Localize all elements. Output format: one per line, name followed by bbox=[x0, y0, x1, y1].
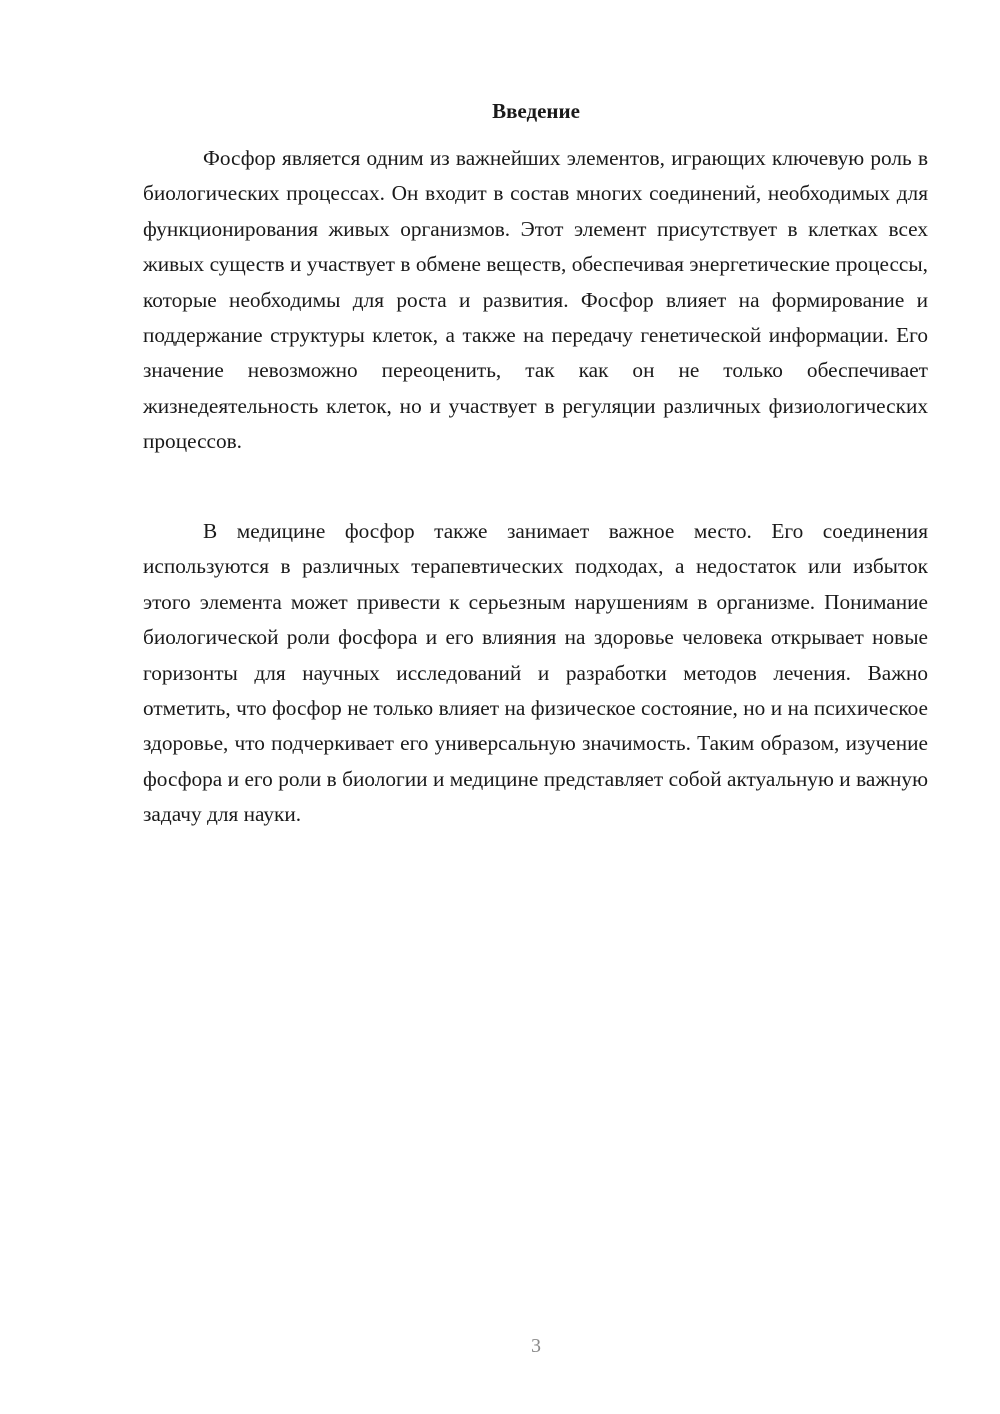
page-number: 3 bbox=[531, 1335, 541, 1357]
body-paragraph-1: Фосфор является одним из важнейших элементов, играющих ключевую роль в биологических процессах. Он входит в состав многих соединений, необходимых для функционирования живых организмов. Этот элемент присутствует в клетках всех живых существ и участвует в обмене веществ, обеспечивая энергетические процессы, которые необходимы для роста и развития. Фосфор влияет на формирование и поддержание структуры клеток, а также на передачу генетической информации. Его значение невозможно переоценить, так как он не только обеспечивает жизнедеятельность клеток, но и участвует в регуляции различных физиологических процессов. bbox=[143, 146, 928, 454]
body-paragraph-2: В медицине фосфор также занимает важное место. Его соединения используются в различных терапевтических подходах, а недостаток или избыток этого элемента может привести к серьезным нарушениям в организме. Понимание биологической роли фосфора и его влияния на здоровье человека открывает новые горизонты для научных исследований и разработки методов лечения. Важно отметить, что фосфор не только влияет на физическое состояние, но и на психическое здоровье, что подчеркивает его универсальную значимость. Таким образом, изучение фосфора и его роли в биологии и медицине представляет собой актуальную и важную задачу для науки. bbox=[143, 519, 928, 827]
section-heading: Введение bbox=[492, 99, 580, 123]
